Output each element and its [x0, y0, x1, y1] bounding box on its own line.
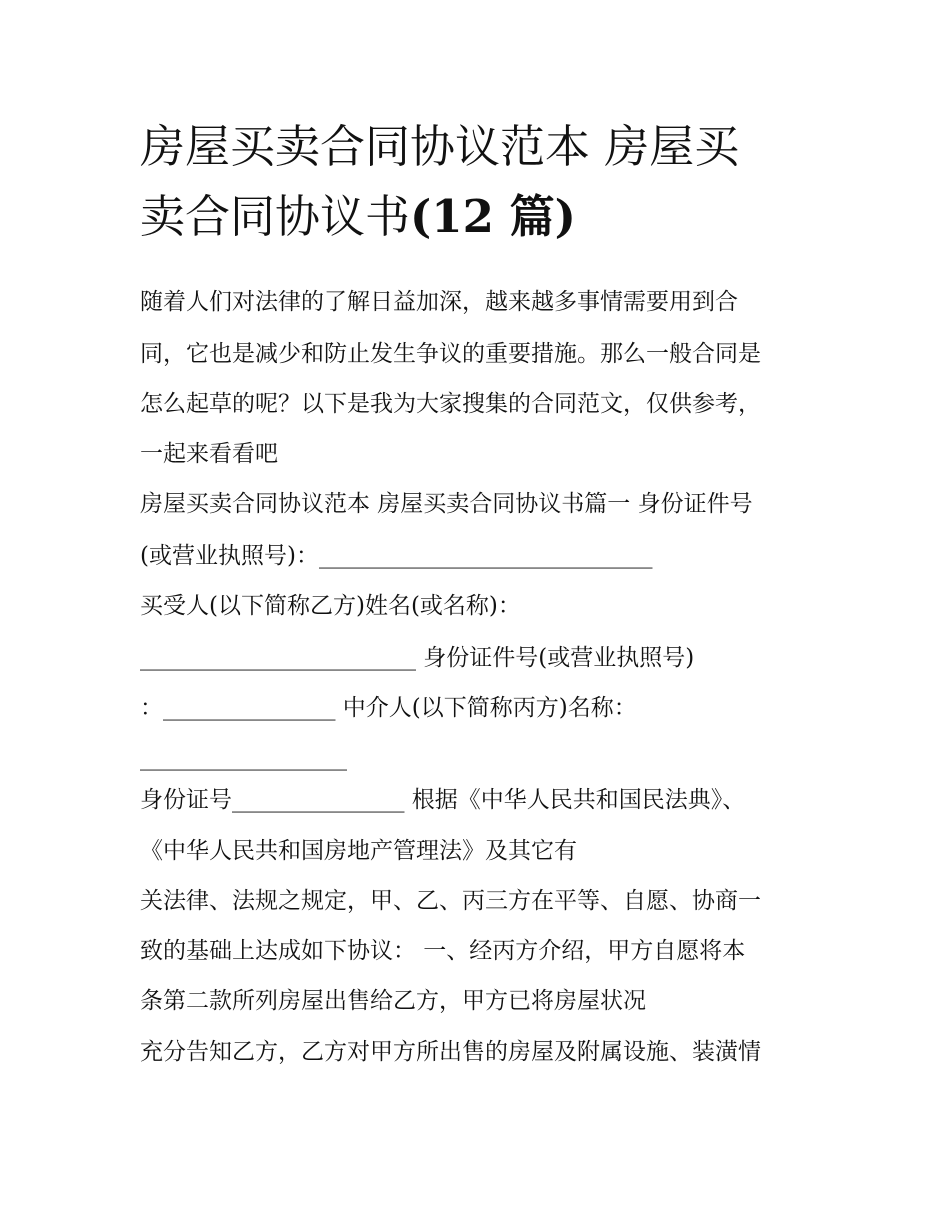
body-line-2: (或营业执照号)：_____________________________ [140, 543, 653, 569]
intro-line-3: 怎么起草的呢？以下是我为大家搜集的合同范文，仅供参考， [140, 391, 761, 417]
body-line-9: 关法律、法规之规定，甲、乙、丙三方在平等、自愿、协商一 [140, 888, 761, 914]
intro-line-1: 随着人们对法律的了解日益加深，越来越多事情需要用到合 [140, 289, 738, 315]
body-line-4: ________________________ 身份证件号(或营业执照号) [140, 645, 695, 671]
title-line-2: 卖合同协议书 [140, 190, 411, 243]
document-title [140, 112, 820, 252]
title-count: (12 篇) [410, 190, 576, 243]
title-line-1: 房屋买卖合同协议范本 房屋买 [140, 120, 740, 173]
intro-line-2: 同，它也是减少和防止发生争议的重要措施。那么一般合同是 [140, 341, 761, 367]
body-line-5: ：_______________ 中介人(以下简称丙方)名称： [140, 695, 637, 721]
body-line-1: 房屋买卖合同协议范本 房屋买卖合同协议书篇一 身份证件号 [140, 491, 753, 517]
body-line-12: 充分告知乙方，乙方对甲方所出售的房屋及附属设施、装潢情 [140, 1039, 761, 1065]
body-line-10: 致的基础上达成如下协议： 一、经丙方介绍，甲方自愿将本 [140, 938, 746, 964]
body-line-6: __________________ [140, 745, 347, 771]
body-line-11: 条第二款所列房屋出售给乙方，甲方已将房屋状况 [140, 988, 646, 1014]
body-line-8: 《中华人民共和国房地产管理法》及其它有 [140, 838, 577, 864]
body-line-3: 买受人(以下简称乙方)姓名(或名称)： [140, 593, 521, 619]
intro-line-4: 一起来看看吧 [140, 441, 278, 467]
body-line-7: 身份证号_______________ 根据《中华人民共和国民法典》、 [140, 787, 746, 813]
